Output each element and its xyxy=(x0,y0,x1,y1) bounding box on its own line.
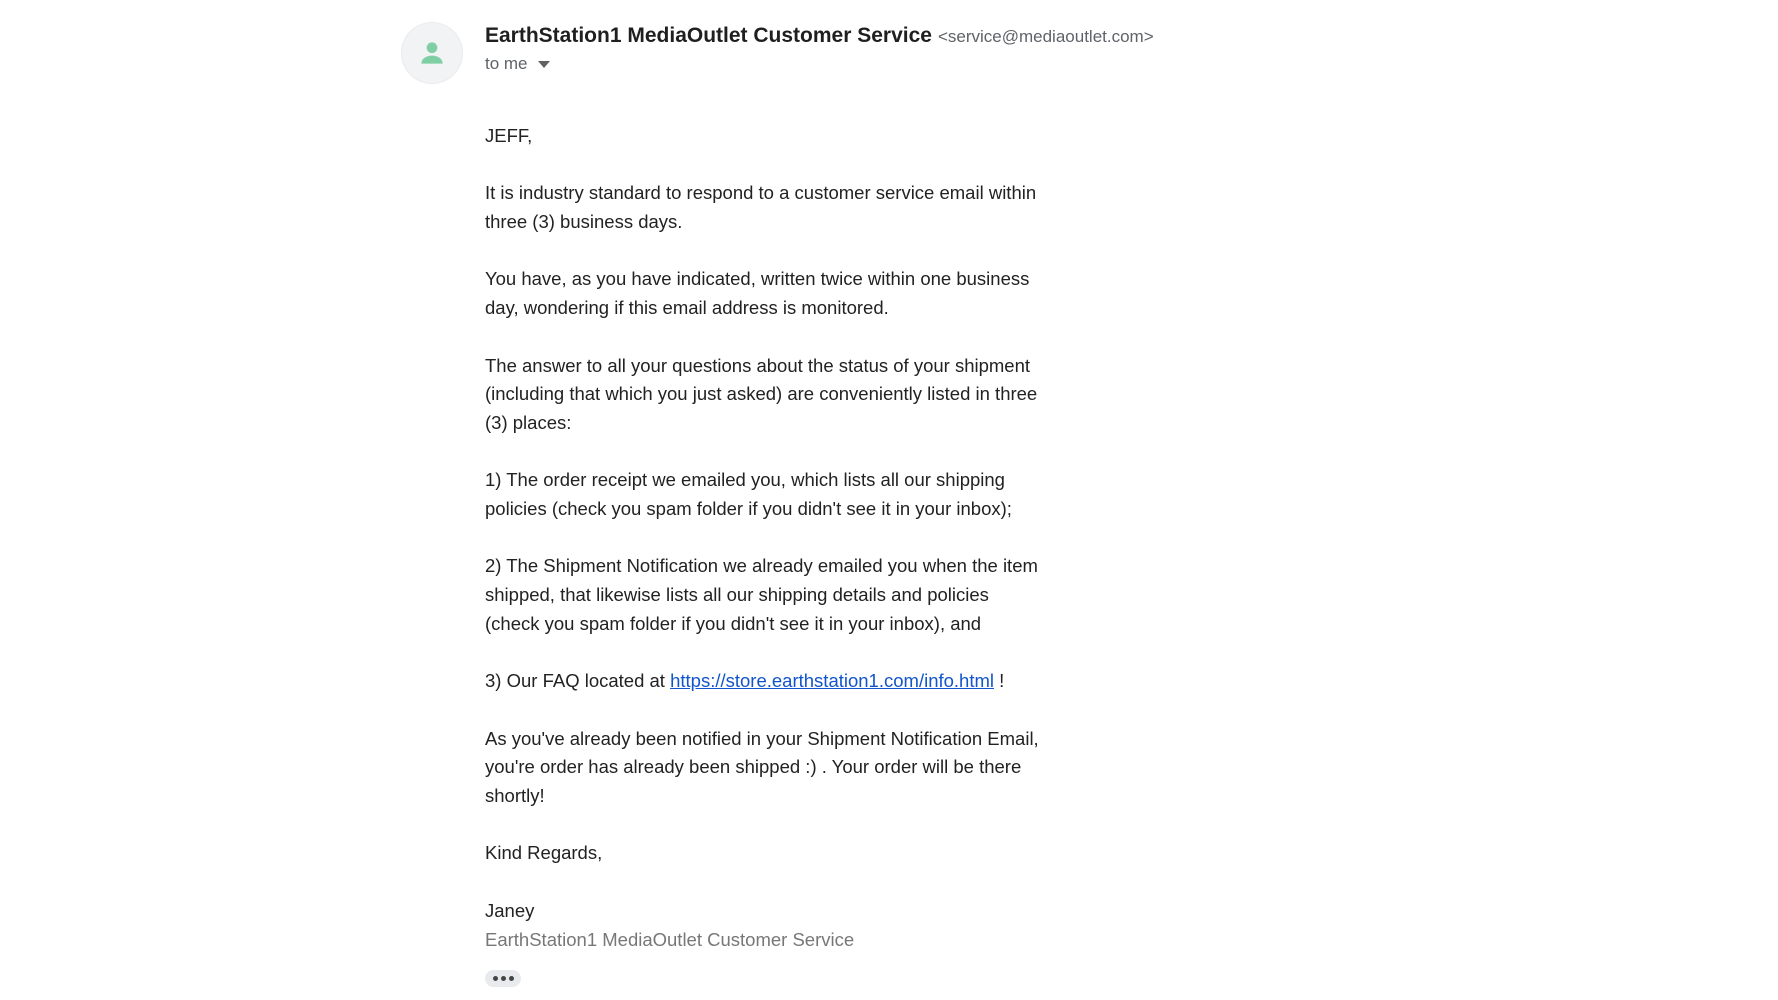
chevron-down-icon[interactable] xyxy=(538,61,550,68)
recipient-details-toggle[interactable] xyxy=(485,54,550,74)
greeting: JEFF, xyxy=(485,125,533,146)
sender-avatar[interactable] xyxy=(402,23,462,83)
faq-suffix: ! xyxy=(999,670,1005,692)
recipient-label: to me xyxy=(485,54,528,73)
sender-email[interactable]: <service@mediaoutlet.com> xyxy=(937,27,1154,46)
sender-line xyxy=(485,24,1385,48)
sender-name[interactable]: EarthStation1 MediaOutlet Customer Service xyxy=(485,24,932,47)
faq-prefix: 3) Our FAQ located at xyxy=(485,670,665,692)
paragraph-written-twice: You have, as you have indicated, written twice within one business day, wondering if this email address is monitored. xyxy=(485,268,1030,319)
signature xyxy=(485,897,1085,954)
paragraph-shipment-notification: 2) The Shipment Notification we already emailed you when the item shipped, that likewise lists all our shipping details and policies (check you spam folder if you didn't see it in your inbox), and xyxy=(485,555,1038,634)
paragraph-faq xyxy=(485,667,1085,696)
paragraph-response-standard: It is industry standard to respond to a customer service email within three (3) business days. xyxy=(485,182,1037,233)
faq-link[interactable]: https://store.earthstation1.com/info.html xyxy=(670,670,994,692)
person-icon xyxy=(416,37,448,69)
closing: Kind Regards, xyxy=(485,842,603,864)
more-horizontal-icon xyxy=(493,976,498,981)
signature-org: EarthStation1 MediaOutlet Customer Service xyxy=(485,928,855,950)
paragraph-already-shipped: As you've already been notified in your Shipment Notification Email, you're order has already been shipped :) . Your order will be there shortly! xyxy=(485,727,1039,807)
paragraph-three-places: The answer to all your questions about the status of your shipment (including that which you just asked) are conveniently listed in three (3) places: xyxy=(485,354,1038,433)
email-header xyxy=(485,24,1385,74)
signature-name: Janey xyxy=(485,899,535,921)
paragraph-order-receipt: 1) The order receipt we emailed you, which lists all our shipping policies (check you spam folder if you didn't see it in your inbox); xyxy=(485,469,1012,520)
show-trimmed-content-button[interactable] xyxy=(485,970,521,987)
email-body xyxy=(485,122,1085,954)
